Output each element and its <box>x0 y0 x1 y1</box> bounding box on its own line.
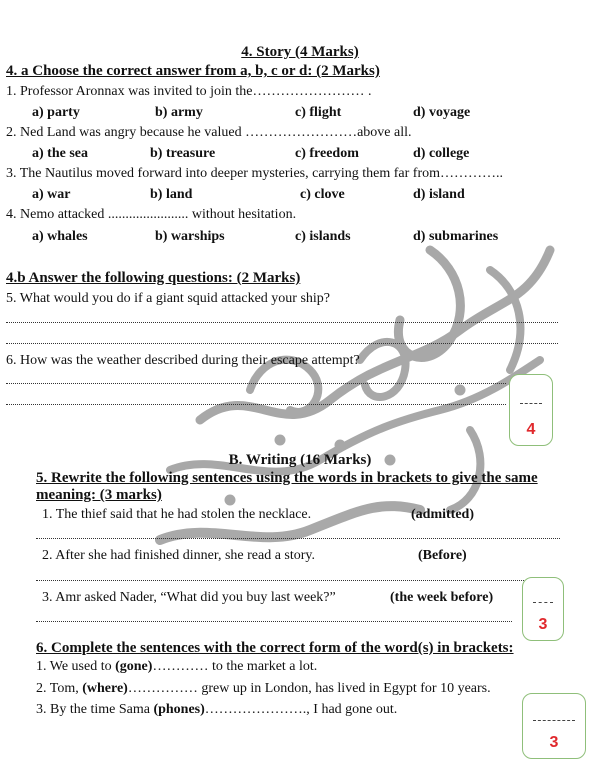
q4-option-d[interactable]: d) submarines <box>413 229 499 244</box>
q1-option-a[interactable]: a) party <box>32 105 80 120</box>
complete-item-pre: 1. We used to <box>36 659 116 674</box>
story-heading: 4. Story (4 Marks) <box>241 44 359 60</box>
complete-item-post: …………………., I had gone out. <box>204 702 398 717</box>
watermark-scribble <box>130 210 570 590</box>
answer-line[interactable] <box>6 322 558 323</box>
complete-item-pre: 3. By the time Sama <box>36 702 154 717</box>
marks-number: 3 <box>538 616 548 633</box>
answer-line[interactable] <box>36 538 560 539</box>
q4-option-b[interactable]: b) warships <box>155 229 225 244</box>
marks-blank[interactable] <box>520 403 542 404</box>
complete-item-pre: 2. Tom, <box>36 681 83 696</box>
q1-option-c[interactable]: c) flight <box>295 105 342 120</box>
q2-option-b[interactable]: b) treasure <box>150 146 216 161</box>
question-2-text: 2. Ned Land was angry because he valued ……………………above all. <box>6 125 412 140</box>
writing-heading: B. Writing (16 Marks) <box>228 452 372 468</box>
rewrite-item-1: 1. The thief said that he had stolen the necklace. <box>42 507 312 522</box>
q1-option-d[interactable]: d) voyage <box>413 105 471 120</box>
answer-line[interactable] <box>36 621 512 622</box>
rewrite-item-2: 2. After she had finished dinner, she read a story. <box>42 548 316 563</box>
complete-item-word: (gone) <box>115 659 153 674</box>
story-marks-box <box>509 374 553 446</box>
marks-number: 3 <box>549 734 559 751</box>
q3-option-d[interactable]: d) island <box>413 187 465 202</box>
q6-marks-box <box>522 693 586 759</box>
answer-line[interactable] <box>6 404 506 405</box>
marks-number: 4 <box>526 421 536 438</box>
complete-item-word: (where) <box>82 681 128 696</box>
complete-item-post: ………… to the market a lot. <box>152 659 318 674</box>
q5-title-line1: 5. Rewrite the following sentences using the words in brackets to give the same <box>36 470 538 486</box>
question-1-text: 1. Professor Aronnax was invited to join the…………………… . <box>6 84 372 99</box>
open-question-6: 6. How was the weather described during their escape attempt? <box>6 353 360 368</box>
complete-item-3 <box>36 702 397 718</box>
q2-option-c[interactable]: c) freedom <box>295 146 359 161</box>
answer-line[interactable] <box>6 383 506 384</box>
q3-option-c[interactable]: c) clove <box>300 187 345 202</box>
marks-blank[interactable] <box>533 602 553 603</box>
rewrite-cue-2: (Before) <box>418 548 467 563</box>
rewrite-cue-3: (the week before) <box>390 590 494 605</box>
q1-option-b[interactable]: b) army <box>155 105 203 120</box>
q5-title-line2: meaning: (3 marks) <box>36 487 162 503</box>
complete-item-post: …………… grew up in London, has lived in Egypt for 10 years. <box>127 681 491 696</box>
q2-option-a[interactable]: a) the sea <box>32 146 88 161</box>
answer-line[interactable] <box>6 343 558 344</box>
complete-item-1 <box>36 659 317 675</box>
question-3-text: 3. The Nautilus moved forward into deeper mysteries, carrying them far from………….. <box>6 166 503 181</box>
part-b-title: 4.b Answer the following questions: (2 Marks) <box>6 270 301 286</box>
answer-line[interactable] <box>36 580 560 581</box>
q3-option-a[interactable]: a) war <box>32 187 71 202</box>
rewrite-item-3: 3. Amr asked Nader, “What did you buy last week?” <box>42 590 336 605</box>
q6-title: 6. Complete the sentences with the correct form of the word(s) in brackets: <box>36 640 514 656</box>
q4-option-c[interactable]: c) islands <box>295 229 351 244</box>
rewrite-cue-1: (admitted) <box>411 507 474 522</box>
q4-option-a[interactable]: a) whales <box>32 229 88 244</box>
open-question-5: 5. What would you do if a giant squid attacked your ship? <box>6 291 331 306</box>
part-a-title: 4. a Choose the correct answer from a, b, c or d: (2 Marks) <box>6 63 380 79</box>
q3-option-b[interactable]: b) land <box>150 187 193 202</box>
q5-marks-box <box>522 577 564 641</box>
question-4-text: 4. Nemo attacked ....................... without hesitation. <box>6 207 297 222</box>
complete-item-word: (phones) <box>153 702 205 717</box>
q2-option-d[interactable]: d) college <box>413 146 470 161</box>
complete-item-2 <box>36 681 491 697</box>
marks-blank[interactable] <box>533 720 575 721</box>
